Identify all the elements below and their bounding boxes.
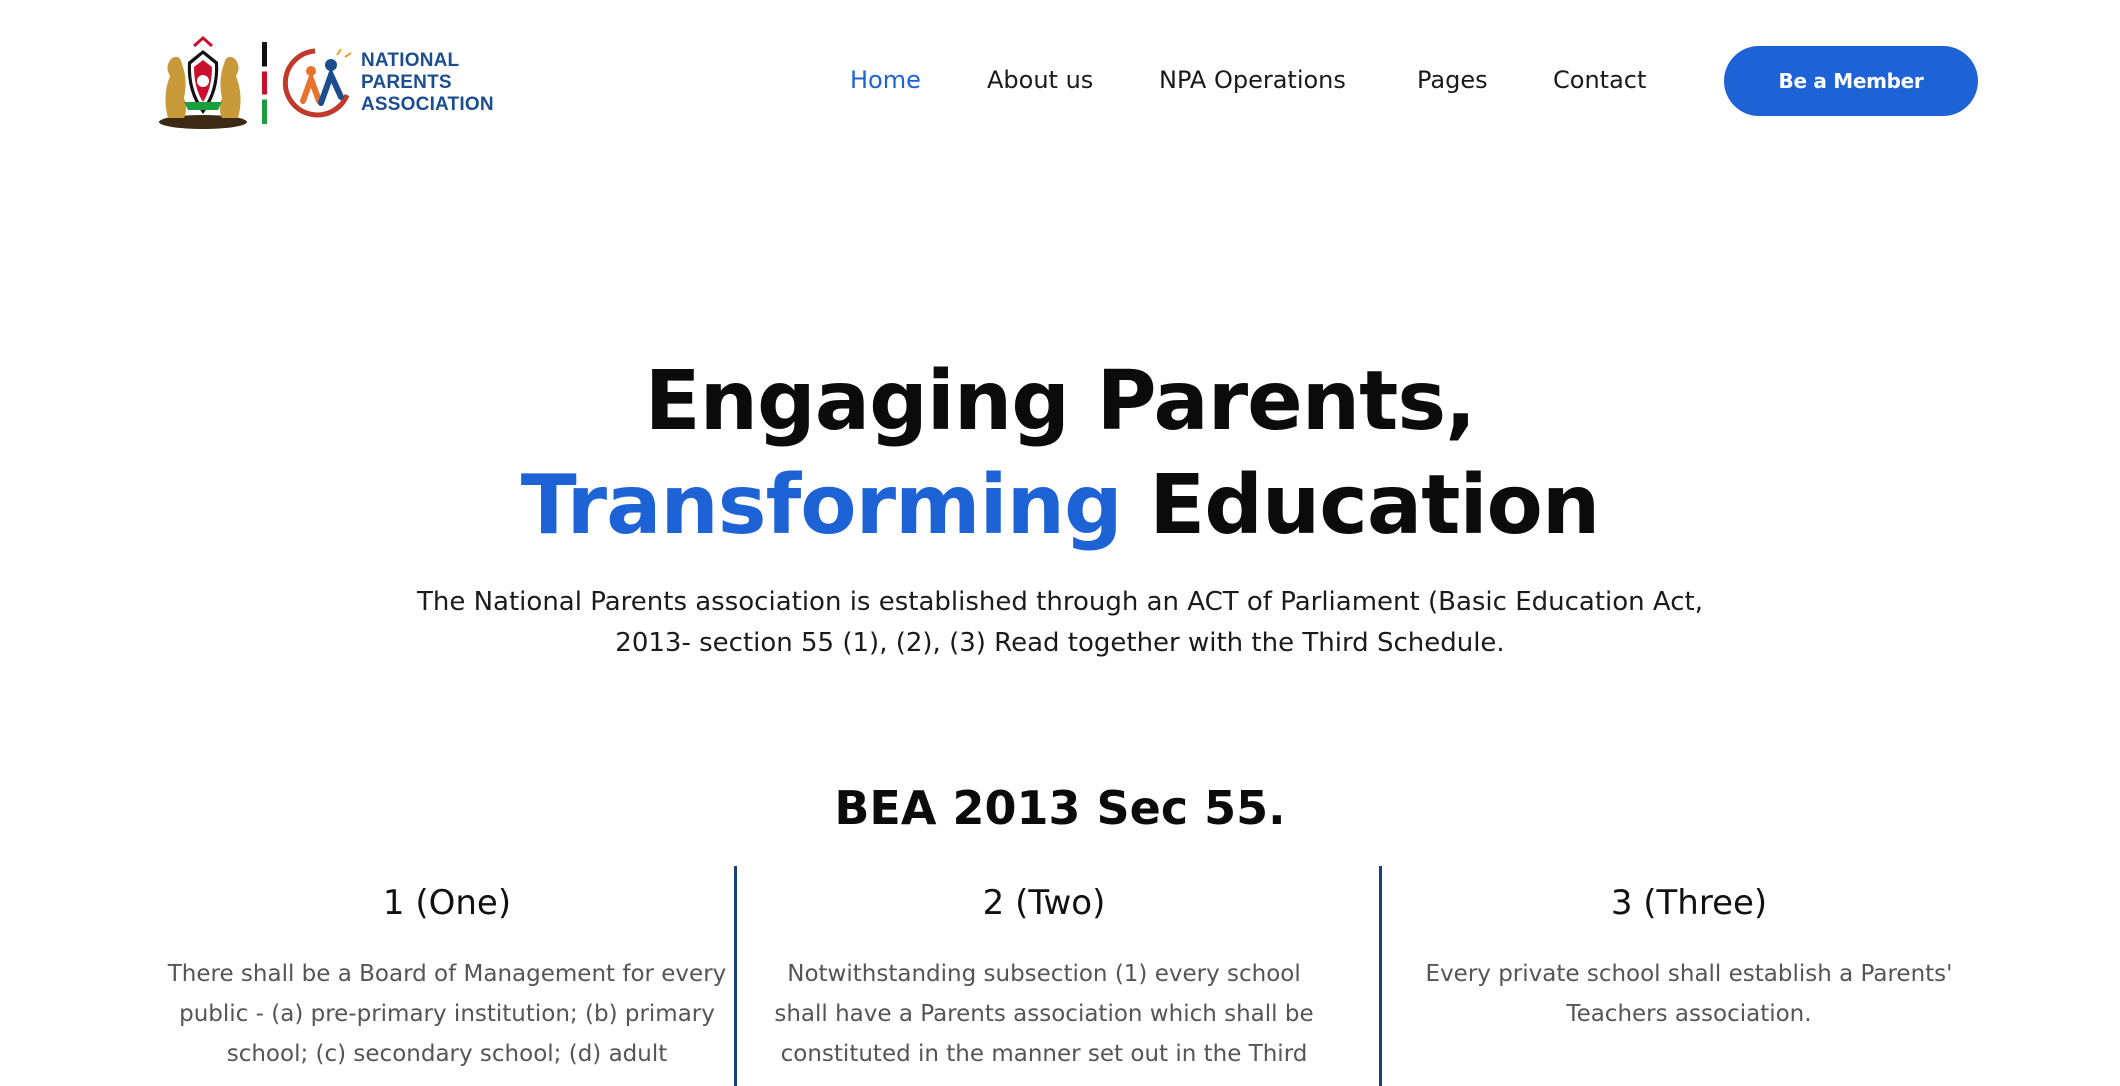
hero-title-line2	[0, 454, 2120, 558]
column-text: Every private school shall establish a Parents' Teachers association.	[1425, 961, 1953, 1027]
org-name-line3: ASSOCIATION	[361, 94, 494, 115]
hero-title-highlight: Transforming	[520, 458, 1122, 553]
column-one	[140, 866, 754, 1086]
org-name-line1: NATIONAL	[361, 50, 460, 71]
nav-home[interactable]: Home	[850, 66, 921, 94]
hero-title-rest: Education	[1121, 458, 1600, 553]
nav-contact[interactable]: Contact	[1553, 66, 1647, 94]
hero-subtitle: The National Parents association is established through an ACT of Parliament (Basic Education Act, 2013- section 55 (1), (2), (3) Read together with the Third Schedule.	[416, 587, 1704, 658]
column-heading: 2 (Two)	[982, 883, 1106, 923]
hero-title-line1: Engaging Parents,	[644, 354, 1476, 449]
column-text: Notwithstanding subsection (1) every school shall have a Parents association which shall be constituted in the manner set out in the Third	[774, 961, 1314, 1067]
column-heading: 1 (One)	[382, 883, 512, 923]
column-text: There shall be a Board of Management for every public - (a) pre-primary institution; (b) primary school; (c) secondary school; (d) adult	[167, 961, 727, 1067]
nav-npa-operations[interactable]: NPA Operations	[1159, 66, 1346, 94]
kenya-coat-of-arms-icon	[154, 36, 252, 130]
nav-pages[interactable]: Pages	[1417, 66, 1488, 94]
column-heading: 3 (Three)	[1610, 883, 1768, 923]
kenya-flag-divider	[262, 42, 267, 124]
be-a-member-button[interactable]: Be a Member	[1724, 46, 1978, 116]
site-header	[0, 0, 2120, 170]
column-three	[1379, 866, 1996, 1086]
npa-family-logo-icon	[275, 43, 355, 123]
site-logo[interactable]	[154, 36, 494, 130]
section-columns	[140, 866, 1982, 1067]
org-name-line2: PARENTS	[361, 72, 452, 93]
section-title: BEA 2013 Sec 55.	[834, 781, 1286, 835]
column-two	[734, 866, 1351, 1086]
nav-about-us[interactable]: About us	[987, 66, 1094, 94]
org-name	[361, 50, 494, 116]
